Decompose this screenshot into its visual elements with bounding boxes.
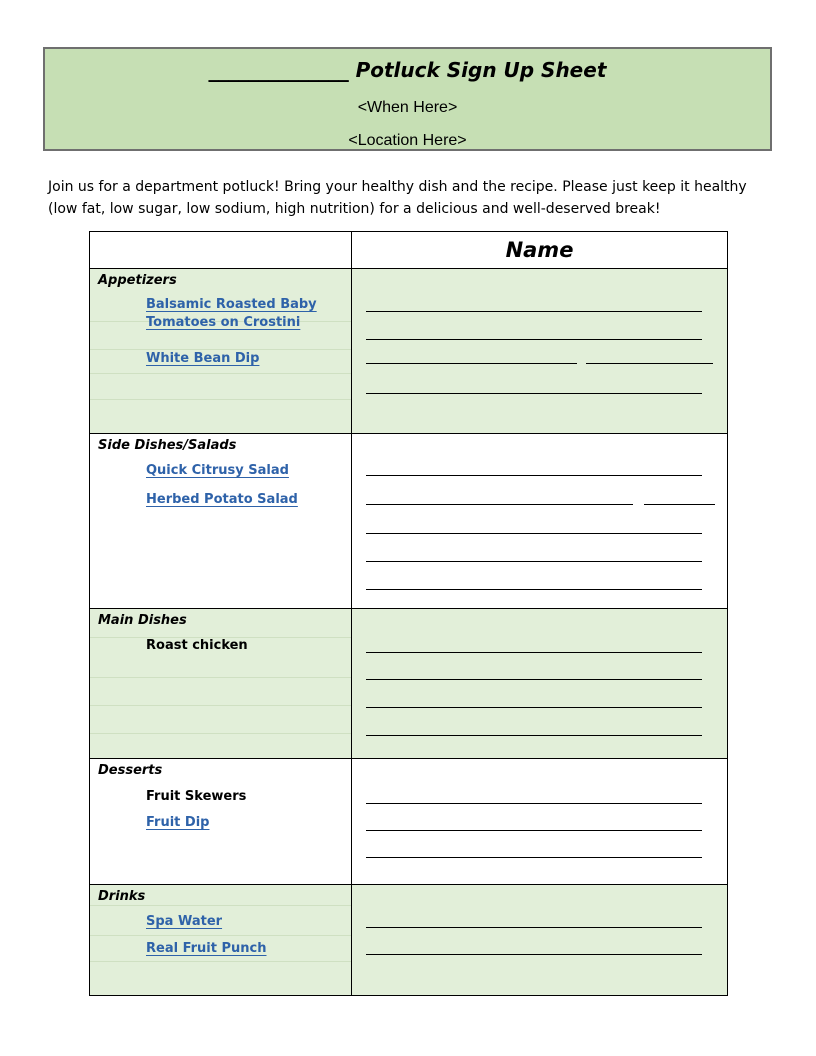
title-banner bbox=[43, 47, 772, 151]
recipe-link-fruit-punch[interactable]: Real Fruit Punch bbox=[146, 941, 267, 956]
recipe-link-balsamic-tomatoes-cont[interactable]: Tomatoes on Crostini bbox=[146, 315, 301, 330]
recipe-link-fruit-dip[interactable]: Fruit Dip bbox=[146, 815, 210, 830]
signup-line[interactable] bbox=[366, 311, 702, 312]
signup-line[interactable] bbox=[366, 830, 702, 831]
column-divider bbox=[351, 232, 352, 995]
signup-line[interactable] bbox=[366, 561, 702, 562]
section-desserts bbox=[90, 758, 727, 884]
signup-line[interactable] bbox=[366, 652, 702, 653]
signup-line[interactable] bbox=[366, 589, 702, 590]
dish-roast-chicken: Roast chicken bbox=[146, 638, 248, 653]
signup-line[interactable] bbox=[366, 954, 702, 955]
section-side-dishes bbox=[90, 433, 727, 608]
signup-line[interactable] bbox=[366, 533, 702, 534]
category-label: Main Dishes bbox=[98, 613, 187, 628]
event-location: <Location Here> bbox=[348, 132, 467, 149]
dish-fruit-skewers: Fruit Skewers bbox=[146, 789, 247, 804]
signup-line[interactable] bbox=[366, 927, 702, 928]
signup-line[interactable] bbox=[366, 393, 702, 394]
intro-paragraph: Join us for a department potluck! Bring your healthy dish and the recipe. Please just keep it healthy (low fat, low sugar, low sodium, high nutrition) for a delicious and well-deserved break! bbox=[48, 179, 747, 217]
signup-line[interactable] bbox=[644, 504, 715, 505]
category-label: Appetizers bbox=[98, 273, 177, 288]
recipe-link-potato-salad[interactable]: Herbed Potato Salad bbox=[146, 492, 298, 507]
signup-line[interactable] bbox=[366, 735, 702, 736]
event-when: <When Here> bbox=[357, 99, 458, 116]
signup-line[interactable] bbox=[366, 857, 702, 858]
recipe-link-spa-water[interactable]: Spa Water bbox=[146, 914, 223, 929]
recipe-link-citrusy-salad[interactable]: Quick Citrusy Salad bbox=[146, 463, 289, 478]
category-label: Side Dishes/Salads bbox=[98, 438, 237, 453]
table-header-row bbox=[90, 232, 727, 268]
sheet-title: ______________ Potluck Sign Up Sheet bbox=[208, 58, 607, 82]
signup-line[interactable] bbox=[366, 339, 702, 340]
section-appetizers bbox=[90, 268, 727, 433]
category-label: Desserts bbox=[98, 763, 163, 778]
signup-line[interactable] bbox=[366, 363, 577, 364]
signup-line[interactable] bbox=[366, 707, 702, 708]
section-drinks bbox=[90, 884, 727, 995]
signup-table bbox=[89, 231, 728, 996]
signup-line[interactable] bbox=[366, 475, 702, 476]
section-main-dishes bbox=[90, 608, 727, 758]
name-column-header: Name bbox=[505, 238, 574, 262]
signup-line[interactable] bbox=[586, 363, 713, 364]
signup-line[interactable] bbox=[366, 803, 702, 804]
recipe-link-balsamic-tomatoes[interactable]: Balsamic Roasted Baby bbox=[146, 297, 317, 312]
signup-line[interactable] bbox=[366, 679, 702, 680]
signup-line[interactable] bbox=[366, 504, 633, 505]
recipe-link-white-bean-dip[interactable]: White Bean Dip bbox=[146, 351, 260, 366]
category-label: Drinks bbox=[98, 889, 146, 904]
